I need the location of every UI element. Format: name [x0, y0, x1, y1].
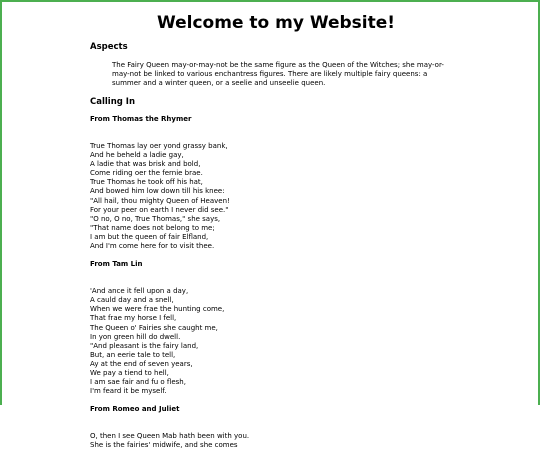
poem-line: And he beheld a ladie gay,	[90, 151, 184, 160]
poem-line: I am sae fair and fu o flesh,	[90, 378, 186, 387]
poem-line: I am but the queen of fair Elfland,	[90, 232, 209, 241]
page-title: Welcome to my Website!	[156, 13, 396, 33]
poem-line: True Thomas lay oer yond grassy bank,	[90, 142, 228, 150]
poem-line: When we were frae the hunting come,	[90, 305, 225, 314]
poem-line: And I'm come here for to visit thee.	[90, 242, 215, 251]
poem-line: We pay a tiend to hell,	[90, 368, 169, 377]
poem-line: True Thomas he took off his hat,	[90, 178, 203, 187]
thomas-rhymer-poem	[90, 142, 462, 251]
poem-line: Ay at the end of seven years,	[90, 359, 193, 368]
romeo-juliet-poem	[90, 432, 462, 450]
poem-line: A cauld day and a snell,	[90, 296, 174, 305]
poem-line: The Queen o' Fairies she caught me,	[90, 323, 218, 332]
poem-line: O, then I see Queen Mab hath been with you.	[90, 432, 250, 441]
calling-in-heading: Calling In	[90, 97, 136, 107]
poem-line: And bowed him low down till his knee:	[90, 187, 225, 196]
poem-line: In yon green hill do dwell.	[90, 332, 181, 341]
tam-lin-poem	[90, 287, 462, 396]
poem-line: That frae my horse I fell,	[90, 314, 177, 323]
poem-line: A ladie that was brisk and bold,	[90, 160, 201, 169]
romeo-juliet-heading: From Romeo and Juliet	[90, 405, 180, 414]
poem-line: 'And ance it fell upon a day,	[90, 287, 189, 296]
aspects-paragraph: The Fairy Queen may-or-may-not be the same figure as the Queen of the Witches; she may-or-may-not be linked to various enchantress figures. There are likely multiple fairy queens: a summer and a winter queen, or a seelie and unseelie queen.	[112, 61, 444, 87]
poem-line: I'm feard it be myself.	[90, 387, 167, 396]
poem-line: "All hail, thou mighty Queen of Heaven!	[90, 196, 230, 205]
poem-line: She is the fairies' midwife, and she comes	[90, 441, 238, 450]
poem-line: "That name does not belong to me;	[90, 223, 215, 232]
poem-line: For your peer on earth I never did see."	[90, 205, 229, 214]
thomas-rhymer-heading: From Thomas the Rhymer	[90, 115, 192, 123]
poem-line: "O no, O no, True Thomas," she says,	[90, 214, 221, 223]
poem-line: "And pleasant is the fairy land,	[90, 341, 199, 350]
poem-line: Come riding oer the fernie brae.	[90, 169, 203, 178]
poem-line: But, an eerie tale to tell,	[90, 350, 176, 359]
tam-lin-heading: From Tam Lin	[90, 260, 143, 269]
main-content	[90, 13, 462, 450]
aspects-heading: Aspects	[90, 42, 128, 52]
